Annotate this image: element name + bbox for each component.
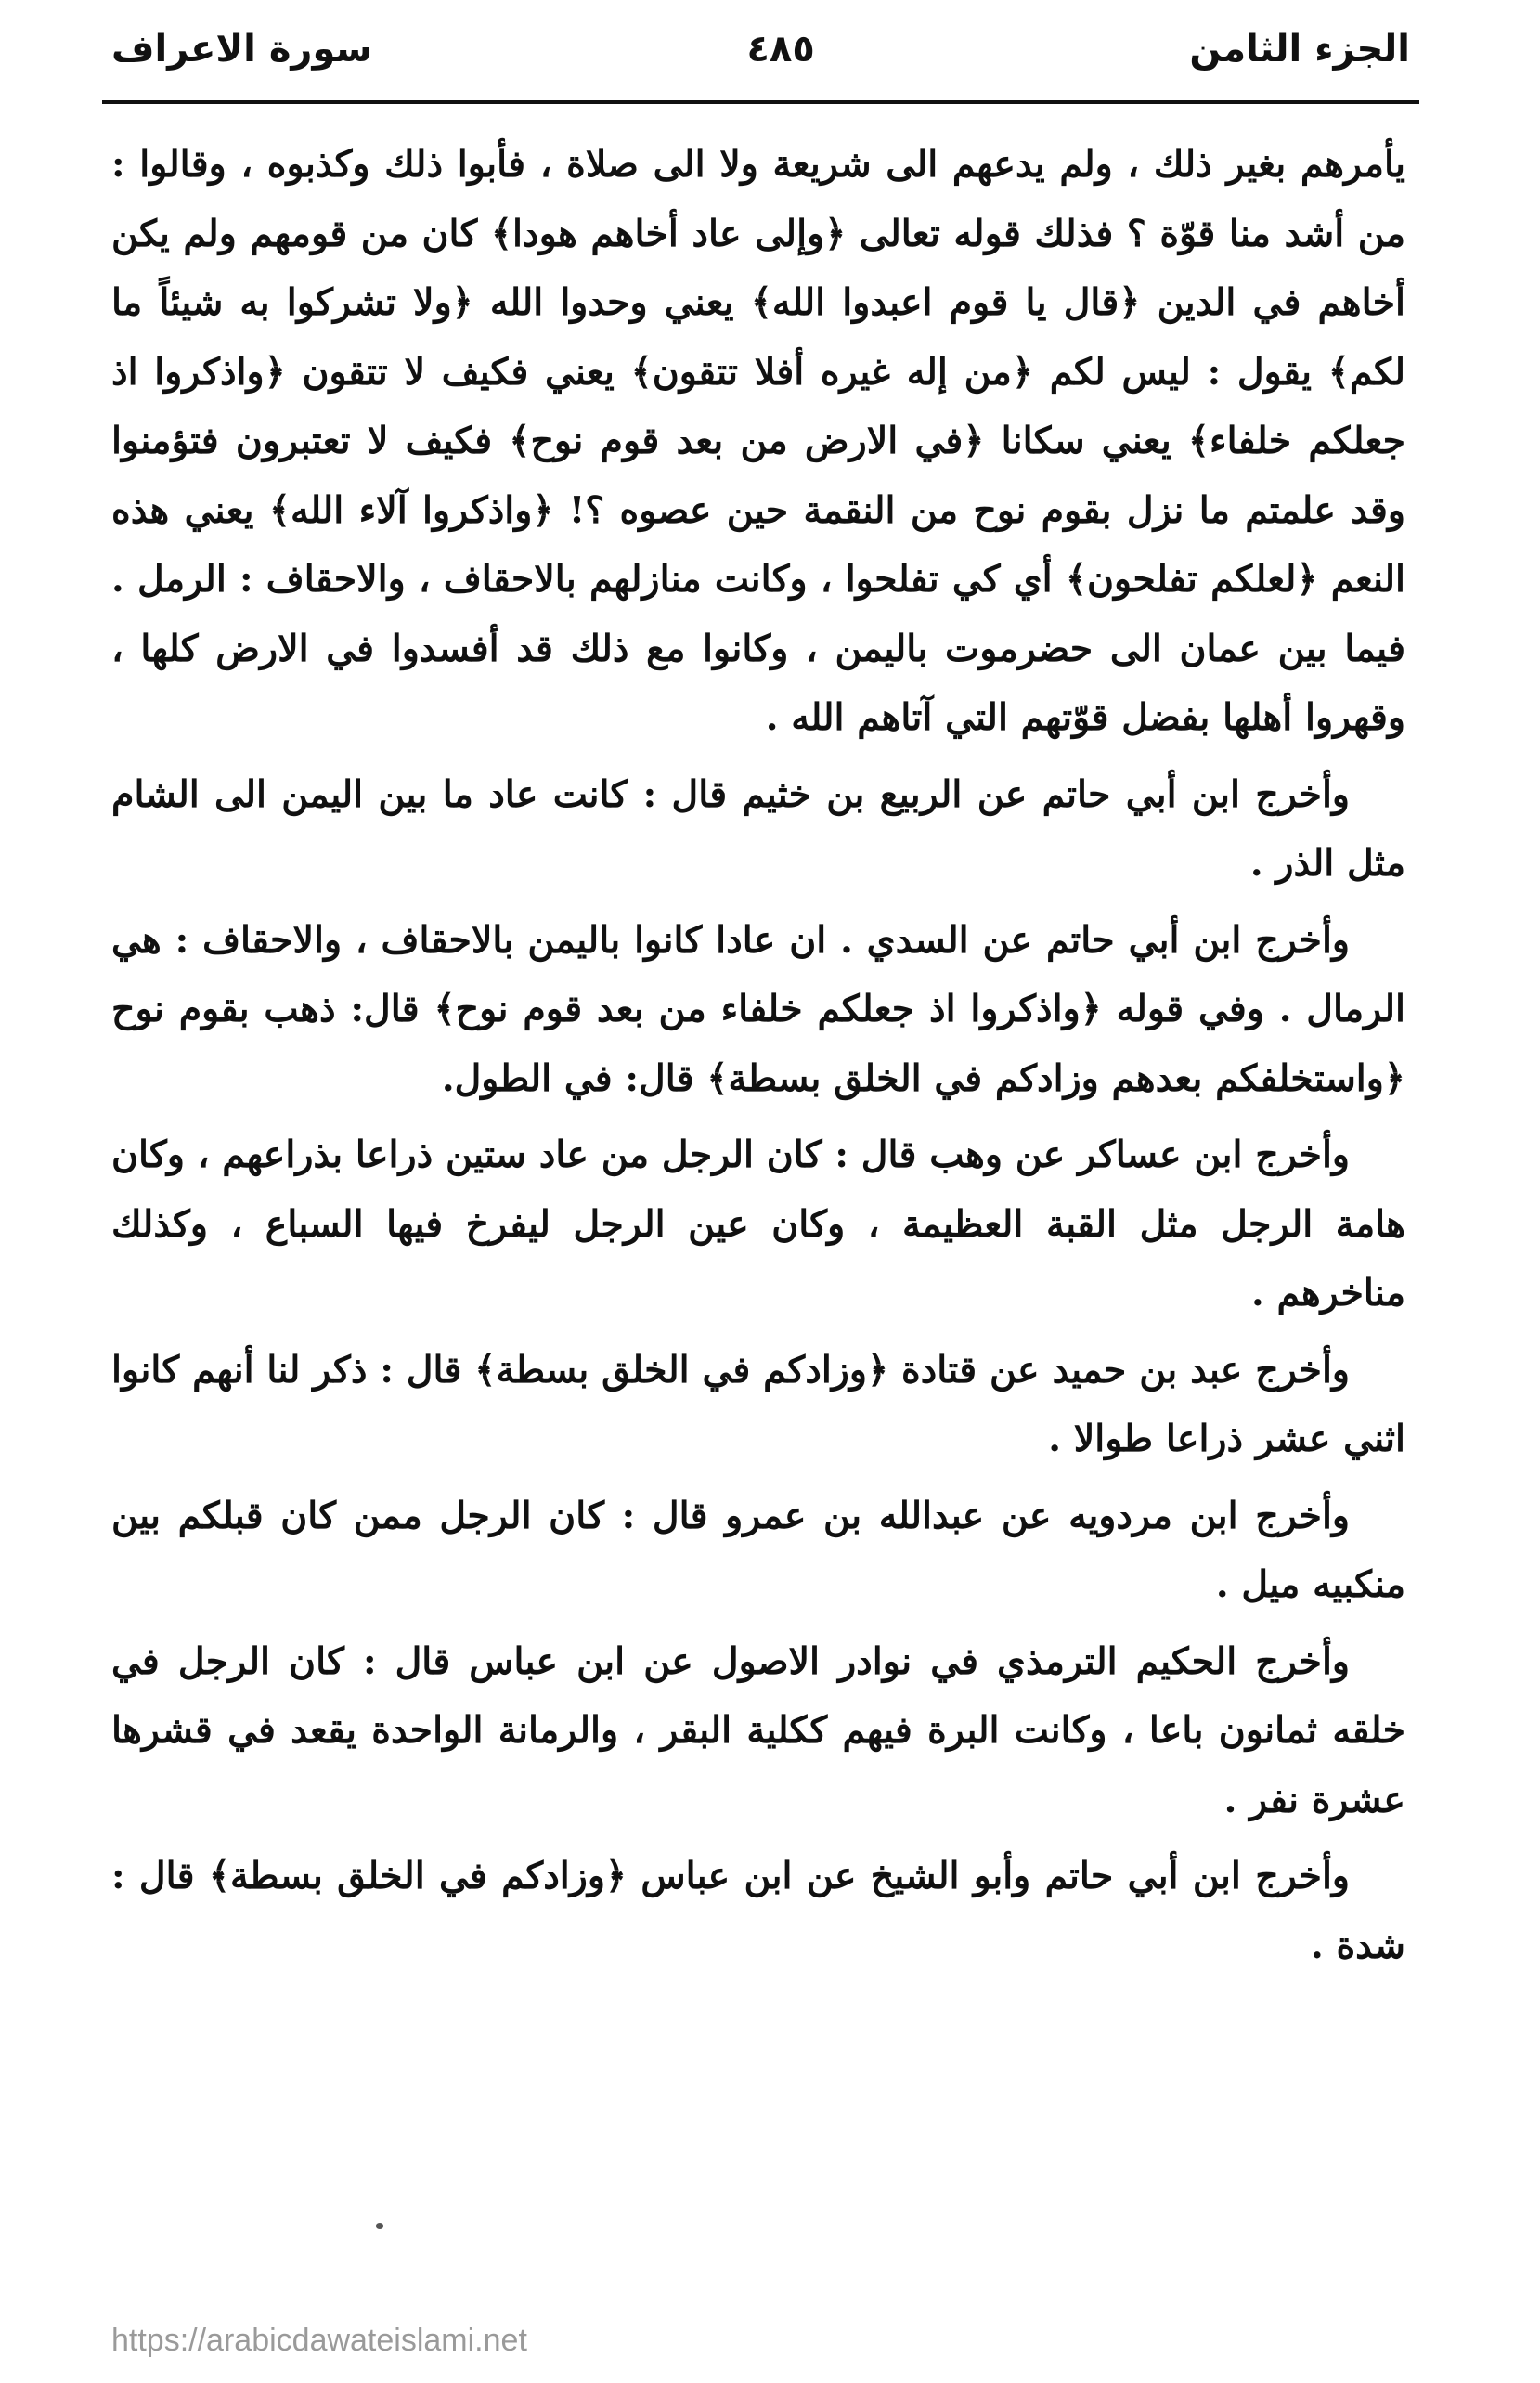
paragraph: يأمرهم بغير ذلك ، ولم يدعهم الى شريعة ولا الى صلاة ، فأبوا ذلك وكذبوه ، وقالوا : من أشد منا قوّة ؟ فذلك قوله تعالى ﴿وإلى عاد أخاهم هودا﴾ كان من قومهم ولم يكن أخاهم في الدين ﴿قال يا قوم اعبدوا الله﴾ يعني وحدوا الله ﴿ولا تشركوا به شيئاً ما لكم﴾ يقول : ليس لكم ﴿من إله غيره أفلا تتقون﴾ يعني فكيف لا تتقون ﴿واذكروا اذ جعلكم خلفاء﴾ يعني سكانا ﴿في الارض من بعد قوم نوح﴾ فكيف لا تعتبرون فتؤمنوا وقد علمتم ما نزل بقوم نوح من النقمة حين عصوه ؟! ﴿واذكروا آلاء الله﴾ يعني هذه النعم ﴿لعلكم تفلحون﴾ أي كي تفلحوا ، وكانت منازلهم بالاحقاف ، والاحقاف : الرمل . فيما بين عمان الى حضرموت باليمن ، وكانوا مع ذلك قد أفسدوا في الارض كلها ، وقهروا أهلها بفضل قوّتهم التي آتاهم الله . [111, 143, 1405, 739]
page-header [111, 17, 1410, 82]
paragraph: وأخرج ابن أبي حاتم عن السدي . ان عادا كانوا باليمن بالاحقاف ، والاحقاف : هي الرمال . وفي قوله ﴿واذكروا اذ جعلكم خلفاء من بعد قوم نوح﴾ قال: ذهب بقوم نوح ﴿واستخلفكم بعدهم وزادكم في الخلق بسطة﴾ قال: في الطول. [111, 918, 1405, 1100]
header-rule [102, 100, 1419, 104]
paragraph: وأخرج ابن أبي حاتم عن الربيع بن خثيم قال : كانت عاد ما بين اليمن الى الشام مثل الذر . [111, 772, 1405, 885]
paragraph: وأخرج ابن مردويه عن عبدالله بن عمرو قال : كان الرجل ممن كان قبلكم بين منكبيه ميل . [111, 1494, 1405, 1606]
paragraph: وأخرج عبد بن حميد عن قتادة ﴿وزادكم في الخلق بسطة﴾ قال : ذكر لنا أنهم كانوا اثني عشر ذراعا طوالا . [111, 1348, 1405, 1460]
paragraph: وأخرج الحكيم الترمذي في نوادر الاصول عن ابن عباس قال : كان الرجل في خلقه ثمانون باعا ، وكانت البرة فيهم ككلية البقر ، والرمانة الواحدة يقعد في قشرها عشرة نفر . [111, 1639, 1405, 1821]
paragraph: وأخرج ابن عساكر عن وهب قال : كان الرجل من عاد ستين ذراعا بذراعهم ، وكان هامة الرجل مثل القبة العظيمة ، وكان عين الرجل ليفرخ فيها السباع ، وكذلك مناخرهم . [111, 1133, 1405, 1315]
print-speck [376, 2223, 383, 2229]
part-title: الجزء الثامن [1189, 28, 1410, 71]
watermark-url: https://arabicdawateislami.net [111, 2323, 527, 2358]
surah-title: سورة الاعراف [111, 28, 372, 71]
page-number: ٤٨٥ [746, 28, 815, 71]
page-body [111, 130, 1405, 1988]
paragraph: وأخرج ابن أبي حاتم وأبو الشيخ عن ابن عباس ﴿وزادكم في الخلق بسطة﴾ قال : شدة . [111, 1855, 1405, 1967]
